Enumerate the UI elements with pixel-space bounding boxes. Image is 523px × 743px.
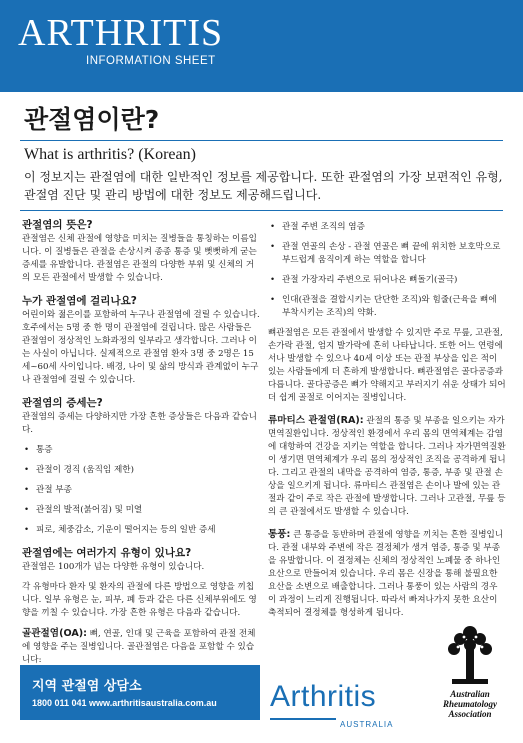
ra-paragraph [268, 414, 506, 519]
header-title: ARTHRITIS [18, 12, 224, 54]
intro-paragraph: 이 정보지는 관절염에 대한 일반적인 정보를 제공합니다. 또한 관절염의 가장 보편적인 유형, 관절염 진단 및 관리 방법에 대한 정보도 제공해드립니다. [24, 170, 503, 202]
list-item: • 인대(관절을 결합시키는 단단한 조직)와 힘줄(근육을 뼈에 부착시키는 조직)의 약화. [268, 294, 506, 320]
section-heading-who: 누가 관절염에 걸리나요? [22, 295, 137, 307]
list-item: • 관절 주변 조직의 염증 [268, 221, 506, 234]
ra-lead: 류마티스 관절염(RA): [268, 415, 364, 426]
ara-line-1: Australian [450, 689, 490, 699]
gout-paragraph [268, 528, 506, 620]
list-item: • 관절 가장자리 주변으로 뒤어나온 뼈돌기(골극) [268, 274, 506, 287]
local-office-box [20, 665, 260, 720]
intro-divider [20, 210, 503, 211]
left-column [22, 218, 260, 667]
gout-lead: 통풍: [268, 529, 291, 540]
section-body-who: 어린이와 젊은이를 포함하여 누구나 관절염에 걸릴 수 있습니다. 호주에서는 5명 중 한 명이 관절염에 걸립니다. 많은 사람들은 관절염이 정상적인 노화과정의 일부라고 생각합니다. 그러나 이는 사실이 아닙니다. 실제적으로 관절염 환자 3명 중 2명은 15세~60세 사이입니다. 배경, 나이 및 삶의 방식과 관계없이 누구나 관절염에 걸릴 수 있습니다. [22, 310, 260, 385]
section-body-types-2: 각 유형마다 환자 및 환자의 관절에 다른 방법으로 영향을 끼칩니다. 일부 유형은 눈, 피부, 폐 등과 같은 다른 신체부위에도 영향을 끼칠 수 있습니다. 가장 흔한 유형은 다음과 같습니다. [22, 582, 257, 618]
right-column [268, 218, 506, 620]
header-banner [0, 0, 523, 92]
logo-wordmark: Arthritis [270, 680, 377, 713]
logo-underline [270, 718, 336, 720]
list-item: • 관절 연골의 손상 - 관절 연골은 뼈 끝에 위치한 보호막으로 부드럽게 움직이게 하는 역할을 합니다 [268, 241, 506, 267]
section-body-meaning: 관절염은 신체 관절에 영향을 미치는 질병들을 통칭하는 이름입니다. 이 질병들은 관절을 손상시켜 종종 통증 및 뻣뻣하게 굳는 증세를 유발합니다. 관절염은 관절의 다양한 부위 및 신체의 거의 모든 관절에서 발생할 수 있습니다. [22, 234, 257, 283]
list-item: • 통증 [22, 444, 260, 457]
ara-text [430, 689, 510, 719]
section-heading-meaning: 관절염의 뜻은? [22, 219, 93, 231]
list-item: • 관절의 발적(붉어짐) 및 미열 [22, 504, 260, 517]
list-item: • 관절이 경직 (움직임 제한) [22, 464, 260, 477]
oa-paragraph [22, 627, 260, 667]
page-subtitle: What is arthritis? (Korean) [24, 146, 196, 163]
ara-emblem-icon [444, 625, 496, 687]
page-title: 관절염이란? [24, 105, 160, 134]
logo-country: AUSTRALIA [340, 720, 394, 729]
section-heading-types: 관절염에는 여러가지 유형이 있나요? [22, 547, 192, 559]
oa-list [268, 221, 506, 320]
local-office-label: 지역 관절염 상담소 [32, 679, 142, 694]
contact-line: 1800 011 041 www.arthritisaustralia.com.au [32, 698, 217, 708]
oa-body: 뼈, 연골, 인대 및 근육을 포함하여 관절 전체에 영향을 주는 질병입니다. 골관절염은 다음을 포함할 수 있습니다: [22, 629, 256, 665]
section-body-types-1: 관절염은 100개가 넘는 다양한 유형이 있습니다. [22, 562, 205, 572]
title-divider [20, 140, 503, 141]
ara-line-3: Association [448, 709, 492, 719]
ara-logo [430, 625, 510, 735]
list-item: • 관절 부종 [22, 484, 260, 497]
symptom-list [22, 444, 260, 537]
section-heading-symptoms: 관절염의 증세는? [22, 397, 103, 409]
arthritis-australia-logo [270, 680, 400, 730]
list-item: • 피로, 체중감소, 기운이 떨어지는 등의 일반 증세 [22, 524, 260, 537]
section-body-symptoms: 관절염의 증세는 다양하지만 가장 흔한 증상들은 다음과 같습니다. [22, 412, 257, 435]
oa-lead: 골관절염(OA): [22, 628, 87, 639]
header-subtitle: INFORMATION SHEET [86, 55, 216, 67]
ra-body: 관절의 통증 및 부종을 일으키는 자가면역질환입니다. 정상적인 환경에서 우리 몸의 면역체계는 감염에 대항하여 건강을 지키는 역할을 합니다. 그러나 자가면역질환이 생기면 면역체계가 우리 몸의 정상적인 조직을 공격하게 됩니다. 그리고 관절의 내막을 공격하여 염증, 통증, 부종 및 관절 손상을 일으키게 됩니다. 류마티스 관절염은 손이나 발에 있는 관절과 같이 주로 작은 관절에 발생합니다. 그러나 고관절, 무릎 등의 큰 관절에서도 발생할 수 있습니다. [268, 416, 506, 517]
ara-line-2: Rheumatology [442, 699, 497, 709]
oa-body-2: 뼈관절염은 모든 관절에서 발생할 수 있지만 주로 무릎, 고관절, 손가락 관절, 엄지 발가락에 흔히 나타납니다. 또한 어느 연령에서나 발생할 수 있으나 40세 이상 또는 관절 부상을 입은 적이 있는 사람들에게 더 흔하게 발생합니다. 뼈관절염은 골다공증과 다릅니다. 골다공증은 뼈가 약해지고 부러지기 쉬운 상태가 되어 더 쉽게 골절로 이어지는 질병입니다. [268, 328, 506, 403]
gout-body: 큰 통증을 동반하며 관절에 영향을 끼치는 흔한 질병입니다. 관절 내부와 주변에 작은 결정체가 생겨 염증, 통증 및 부종을 유발합니다. 이 결정체는 신체의 정상적인 노폐물 중 하나인 요산으로 만들어져 있습니다. 우리 몸은 신장을 통해 불필요한 요산을 소변으로 배출합니다. 그러나 통풍이 있는 사람의 경우 이 과정이 느리게 진행됩니다. 따라서 빠져나가지 못한 요산이 축적되어 결정체를 형성하게 됩니다. [268, 530, 504, 618]
